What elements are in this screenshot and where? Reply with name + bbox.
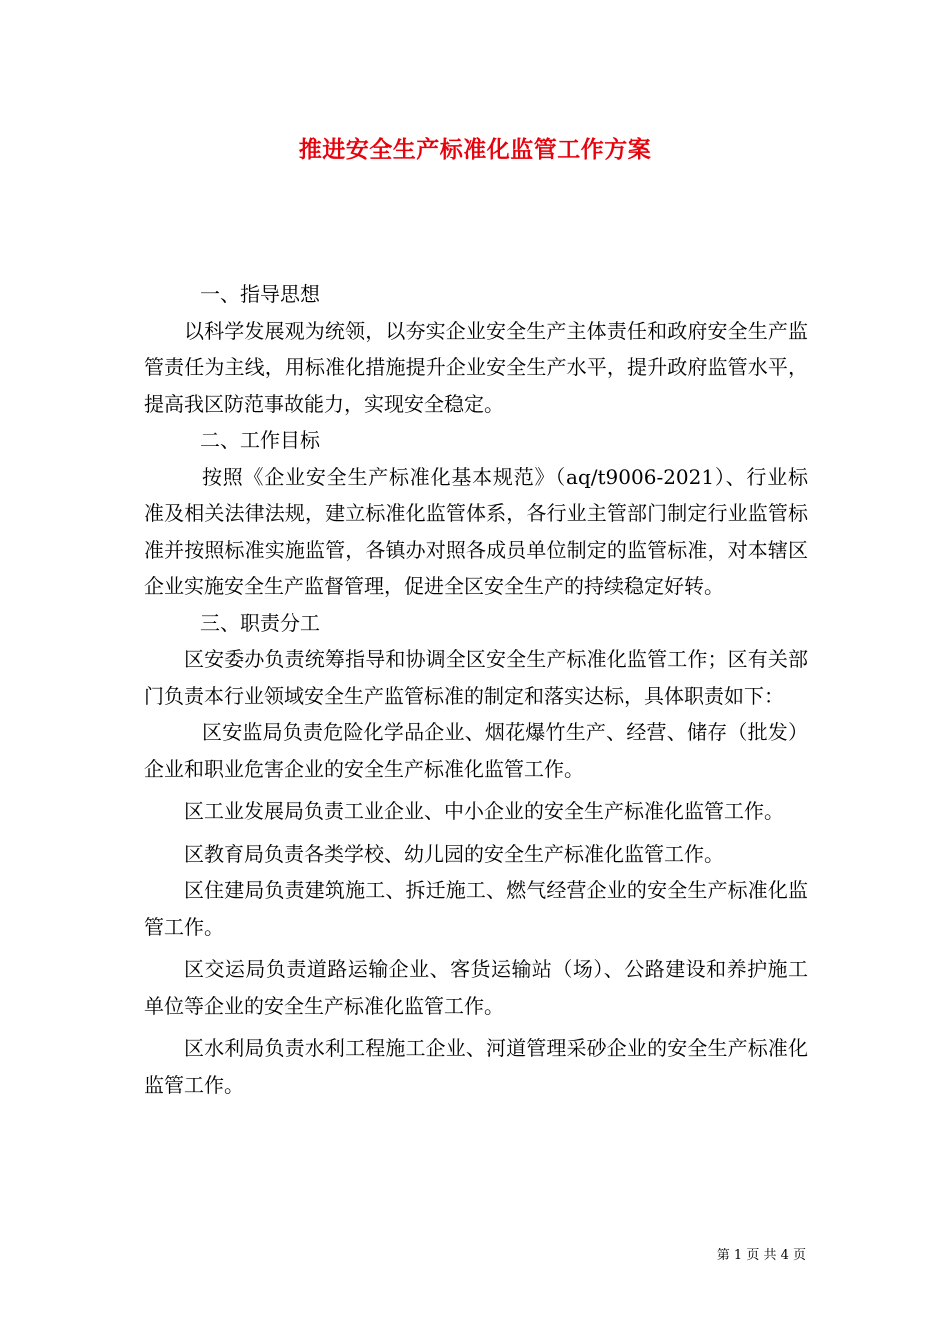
section-heading-work-goals: 二、工作目标: [200, 428, 320, 452]
paragraph-work-goals: 按照《企业安全生产标准化基本规范》（aq/t9006-2021）、行业标准及相关法律法规，建立标准化监管体系，各行业主管部门制定行业监管标准并按照标准实施监管，各镇办对照各成员单位制定的监管标准，对本辖区企业实施安全生产监督管理，促进全区安全生产的持续稳定好转。: [144, 464, 808, 598]
paragraph-transport-bureau: 区交运局负责道路运输企业、客货运输站（场）、公路建设和养护施工单位等企业的安全生产标准化监管工作。: [144, 957, 808, 1018]
paragraph-guiding-ideology: 以科学发展观为统领，以夯实企业安全生产主体责任和政府安全生产监管责任为主线，用标准化措施提升企业安全生产水平，提升政府监管水平，提高我区防范事故能力，实现安全稳定。: [144, 318, 808, 416]
paragraph-responsibilities-intro: 区安委办负责统筹指导和协调全区安全生产标准化监管工作；区有关部门负责本行业领域安全生产监管标准的制定和落实达标，具体职责如下：: [144, 647, 808, 708]
section-heading-responsibilities: 三、职责分工: [200, 610, 320, 635]
paragraph-water-resources-bureau: 区水利局负责水利工程施工企业、河道管理采砂企业的安全生产标准化监管工作。: [144, 1036, 808, 1097]
page-number-footer: 第 1 页 共 4 页: [716, 1248, 806, 1263]
document-title: 推进安全生产标准化监管工作方案: [298, 136, 652, 163]
section-heading-guiding-ideology: 一、指导思想: [200, 282, 320, 306]
paragraph-education-bureau: 区教育局负责各类学校、幼儿园的安全生产标准化监管工作。: [184, 841, 724, 866]
document-body: [144, 276, 808, 1103]
paragraph-housing-construction-bureau: 区住建局负责建筑施工、拆迁施工、燃气经营企业的安全生产标准化监管工作。: [144, 878, 808, 939]
paragraph-safety-supervision-bureau: 区安监局负责危险化学品企业、烟花爆竹生产、经营、储存（批发）企业和职业危害企业的安全生产标准化监管工作。: [144, 720, 808, 781]
paragraph-industrial-development-bureau: 区工业发展局负责工业企业、中小企业的安全生产标准化监管工作。: [184, 799, 784, 823]
